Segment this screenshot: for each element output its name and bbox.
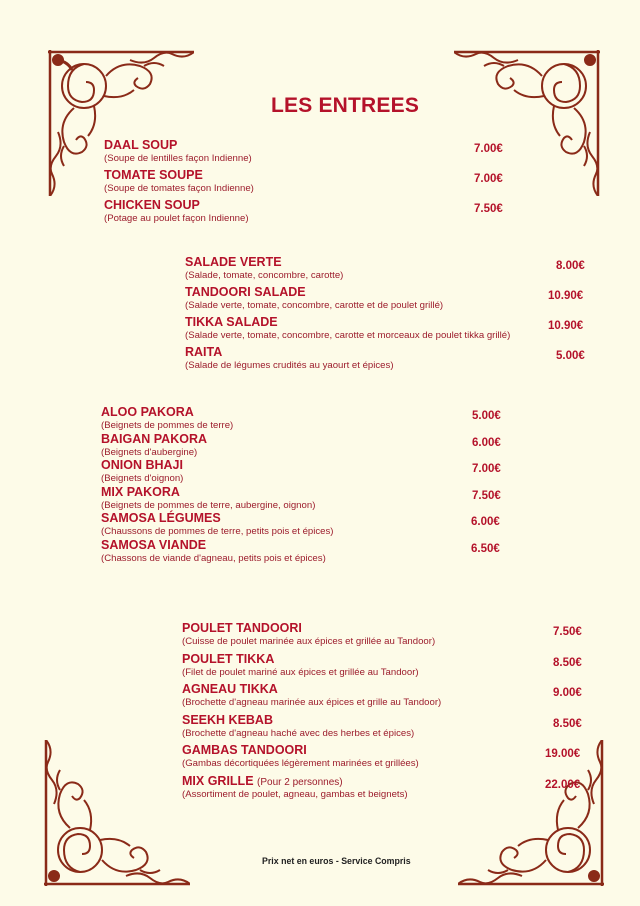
item-name: SALADE VERTE [185, 255, 282, 269]
menu-item [182, 682, 592, 713]
item-name: POULET TANDOORI [182, 621, 302, 635]
menu-item [101, 511, 521, 538]
menu-item [101, 432, 521, 459]
item-description: (Potage au poulet façon Indienne) [104, 213, 249, 224]
menu-section-fritters [101, 405, 521, 564]
item-price: 10.90€ [548, 290, 584, 302]
corner-ornament-icon [40, 740, 190, 890]
item-description: (Beignets d'oignon) [101, 473, 184, 484]
menu-item [104, 138, 524, 168]
menu-section-soups [104, 138, 524, 228]
item-name: ONION BHAJI [101, 458, 183, 472]
menu-item [185, 285, 595, 315]
item-price: 8.50€ [553, 656, 582, 669]
item-note: (Pour 2 personnes) [257, 776, 343, 788]
menu-section-salads [185, 255, 595, 375]
item-price: 10.90€ [548, 320, 584, 332]
item-description: (Salade de légumes crudités au yaourt et épices) [185, 360, 394, 371]
item-description: (Chaussons de pommes de terre, petits pois et épices) [101, 526, 334, 537]
item-name: MIX PAKORA [101, 484, 180, 499]
menu-item [182, 621, 592, 652]
menu-item [104, 198, 524, 228]
item-description: (Cuisse de poulet marinée aux épices et grillée au Tandoor) [182, 636, 436, 647]
item-description: (Beignets de pommes de terre) [101, 420, 234, 431]
item-name: GAMBAS TANDOORI [182, 743, 307, 757]
menu-item [101, 458, 521, 485]
item-name: ALOO PAKORA [101, 405, 194, 419]
item-price: 8.50€ [553, 717, 582, 730]
menu-section-tandoor [182, 621, 592, 804]
item-description: (Salade verte, tomate, concombre, carotte et de poulet grillé) [185, 300, 444, 311]
item-description: (Beignets de pommes de terre, aubergine, oignon) [101, 499, 316, 511]
item-description: (Soupe de lentilles façon Indienne) [104, 153, 252, 164]
menu-item [182, 652, 592, 683]
item-price: 6.50€ [471, 542, 500, 555]
item-name: POULET TIKKA [182, 651, 275, 666]
item-description: (Soupe de tomates façon Indienne) [104, 183, 254, 194]
item-price: 5.00€ [472, 410, 501, 422]
item-price: 5.00€ [556, 350, 585, 362]
menu-item [104, 168, 524, 198]
item-name: TOMATE SOUPE [104, 168, 203, 182]
item-price: 22.00€ [545, 778, 581, 791]
item-name [182, 774, 343, 788]
item-price: 9.00€ [553, 687, 582, 699]
menu-item [185, 345, 595, 375]
item-name-text: MIX GRILLE [182, 773, 254, 788]
item-name: SAMOSA VIANDE [101, 537, 207, 552]
menu-item [101, 538, 521, 565]
item-name: CHICKEN SOUP [104, 198, 200, 212]
item-name: SAMOSA LÉGUMES [101, 511, 221, 525]
item-price: 7.50€ [472, 489, 501, 502]
page-title: LES ENTREES [270, 94, 420, 117]
item-price: 7.00€ [474, 143, 503, 155]
item-name: TANDOORI SALADE [185, 285, 306, 299]
item-price: 19.00€ [545, 748, 581, 760]
item-price: 7.00€ [472, 463, 501, 475]
item-description: (Salade, tomate, concombre, carotte) [185, 270, 344, 281]
item-description: (Beignets d'aubergine) [101, 446, 198, 458]
item-description: (Gambas décortiquées légèrement marinées et grillées) [182, 758, 419, 769]
footer-note: Prix net en euros - Service Compris [262, 856, 411, 866]
item-price: 6.00€ [472, 436, 501, 449]
item-name: BAIGAN PAKORA [101, 431, 208, 446]
item-description: (Chassons de viande d'agneau, petits pois et épices) [101, 552, 326, 564]
item-price: 6.00€ [471, 516, 500, 528]
item-price: 7.00€ [474, 173, 503, 185]
item-name: AGNEAU TIKKA [182, 682, 278, 696]
menu-item [185, 315, 595, 345]
item-description: (Brochette d'agneau marinée aux épices et grille au Tandoor) [182, 697, 442, 708]
menu-item [101, 485, 521, 512]
menu-item [182, 774, 592, 805]
menu-item [185, 255, 595, 285]
item-price: 7.50€ [553, 626, 582, 638]
item-name: SEEKH KEBAB [182, 712, 273, 727]
item-name: TIKKA SALADE [185, 315, 278, 329]
item-price: 7.50€ [474, 203, 503, 215]
item-description: (Brochette d'agneau haché avec des herbes et épices) [182, 727, 415, 739]
menu-item [101, 405, 521, 432]
item-description: (Filet de poulet mariné aux épices et grillée au Tandoor) [182, 666, 419, 678]
item-description: (Assortiment de poulet, agneau, gambas et beignets) [182, 788, 408, 800]
menu-item [182, 713, 592, 744]
item-name: DAAL SOUP [104, 138, 178, 152]
item-description: (Salade verte, tomate, concombre, carotte et morceaux de poulet tikka grillé) [185, 330, 511, 341]
item-price: 8.00€ [556, 260, 585, 272]
menu-item [182, 743, 592, 774]
item-name: RAITA [185, 345, 223, 359]
